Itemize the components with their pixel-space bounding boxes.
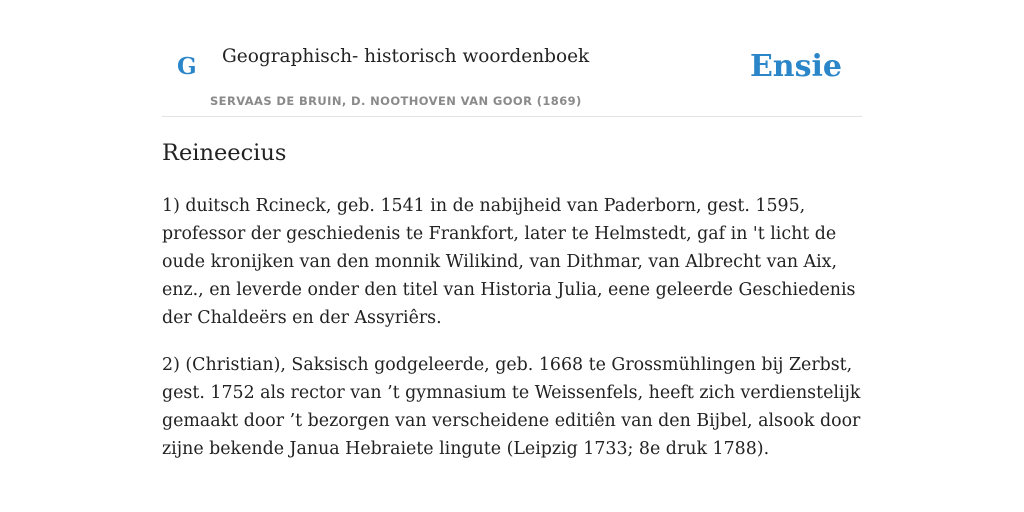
- book-title-link[interactable]: Geographisch- historisch woordenboek: [222, 46, 590, 67]
- entry-body: [162, 192, 864, 482]
- ensie-brand-logo[interactable]: Ensie: [749, 49, 842, 84]
- book-header: [162, 0, 862, 117]
- book-authors-link[interactable]: SERVAAS DE BRUIN, D. NOOTHOVEN VAN GOOR (1869): [210, 94, 582, 108]
- entry-paragraph: 1) duitsch Rcineck, geb. 1541 in de nabijheid van Paderborn, gest. 1595, professor der geschiedenis te Frankfort, later te Helmstedt, gaf in 't licht de oude kronijken van den monnik Wilikind, van Dithmar, van Albrecht van Aix, enz., en leverde onder den titel van Historia Julia, eene geleerde Geschiedenis der Chaldeërs en der Assyriêrs.: [162, 196, 856, 328]
- entry-headword: Reineecius: [162, 140, 287, 166]
- book-logo-icon[interactable]: G: [177, 53, 197, 80]
- entry-paragraph: 2) (Christian), Saksisch godgeleerde, geb. 1668 te Grossmühlingen bij Zerbst, gest. 1752 als rector van ’t gymnasium te Weissenfels, heeft zich verdienstelijk gemaakt door ’t bezorgen van verscheidene editiên van den Bijbel, alsook door zijne bekende Janua Hebraiete lingute (Leipzig 1733; 8e druk 1788).: [162, 355, 861, 459]
